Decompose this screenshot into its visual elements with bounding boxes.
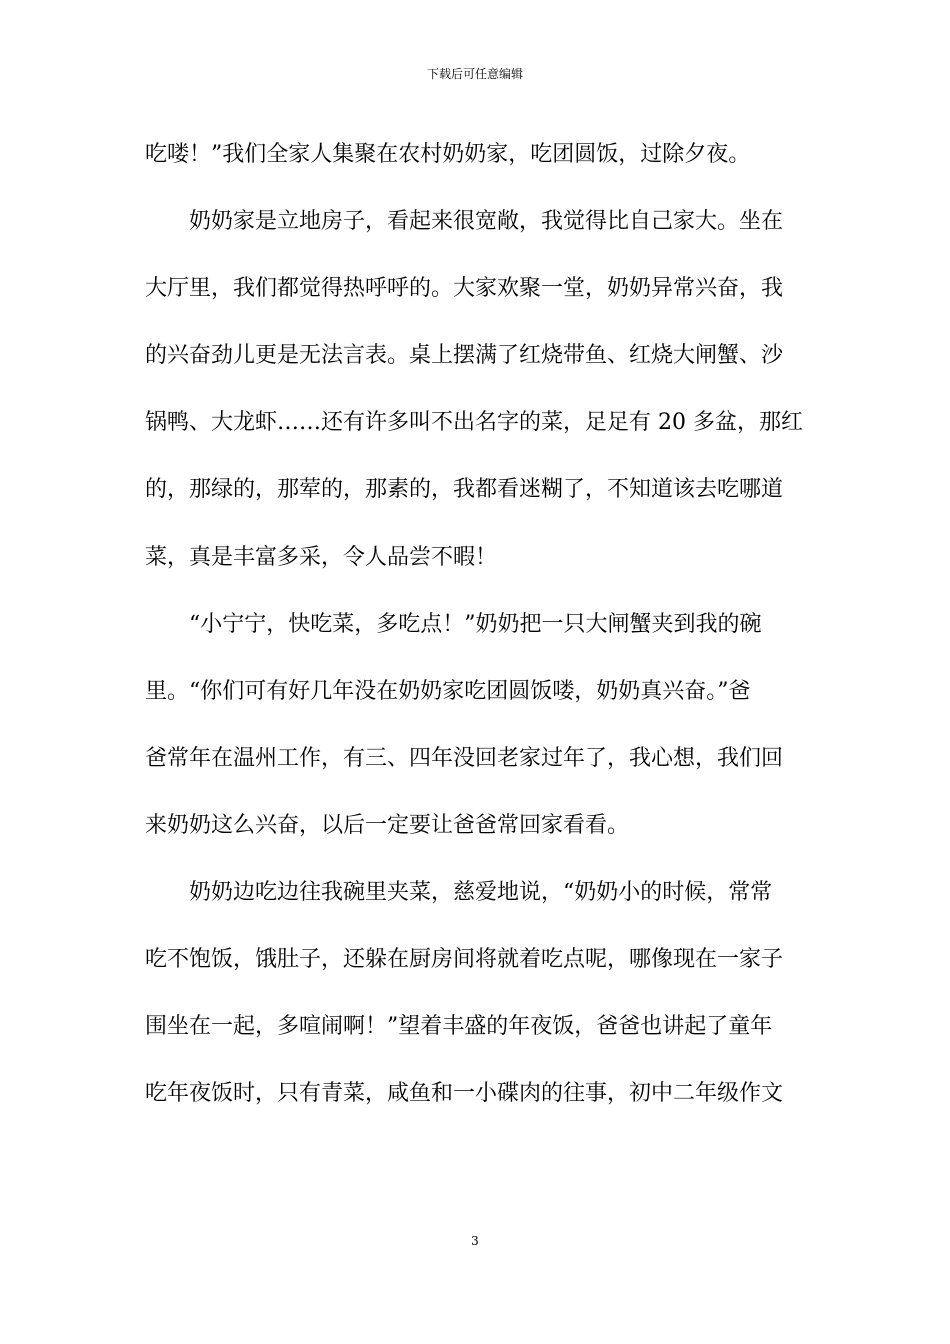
page-header: 下载后可任意编辑 — [426, 67, 523, 81]
text-line: 大厅里，我们都觉得热呼呼的。大家欢聚一堂，奶奶异常兴奋，我 — [145, 276, 784, 302]
text-line: 吃喽！”我们全家人集聚在农村奶奶家，吃团圆饭，过除夕夜。 — [145, 142, 751, 167]
text-line: 菜，真是丰富多采，令人品尝不暇！ — [145, 544, 498, 570]
text-line: 吃不饱饭，饿肚子，还躲在厨房间将就着吃点呢，哪像现在一家子 — [145, 947, 784, 973]
text-line: 围坐在一起，多喧闹啊！”望着丰盛的年夜饭，爸爸也讲起了童年 — [145, 1014, 773, 1040]
text-line: 来奶奶这么兴奋，以后一定要让爸爸常回家看看。 — [145, 812, 630, 838]
document-body — [145, 129, 807, 1135]
text-line: 奶奶家是立地房子，看起来很宽敞，我觉得比自己家大。坐在 — [145, 209, 784, 235]
text-line: 的兴奋劲儿更是无法言表。桌上摆满了红烧带鱼、红烧大闸蟹、沙 — [145, 343, 784, 369]
page-number: 3 — [471, 1234, 479, 1248]
text-line: 的，那绿的，那荤的，那素的，我都看迷糊了，不知道该去吃哪道 — [145, 477, 784, 503]
text-line: 锅鸭、大龙虾……还有许多叫不出名字的菜，足足有 20 多盆，那红 — [145, 410, 803, 436]
text-line: 爸常年在温州工作，有三、四年没回老家过年了，我心想，我们回 — [145, 745, 784, 771]
text-line: “小宁宁，快吃菜，多吃点！”奶奶把一只大闸蟹夹到我的碗 — [145, 611, 762, 637]
text-line: 奶奶边吃边往我碗里夹菜，慈爱地说，“奶奶小的时候，常常 — [145, 880, 773, 906]
text-line: 吃年夜饭时，只有青菜，咸鱼和一小碟肉的往事，初中二年级作文 — [145, 1081, 784, 1107]
text-line: 里。“你们可有好几年没在奶奶家吃团圆饭喽，奶奶真兴奋。”爸 — [145, 678, 751, 704]
